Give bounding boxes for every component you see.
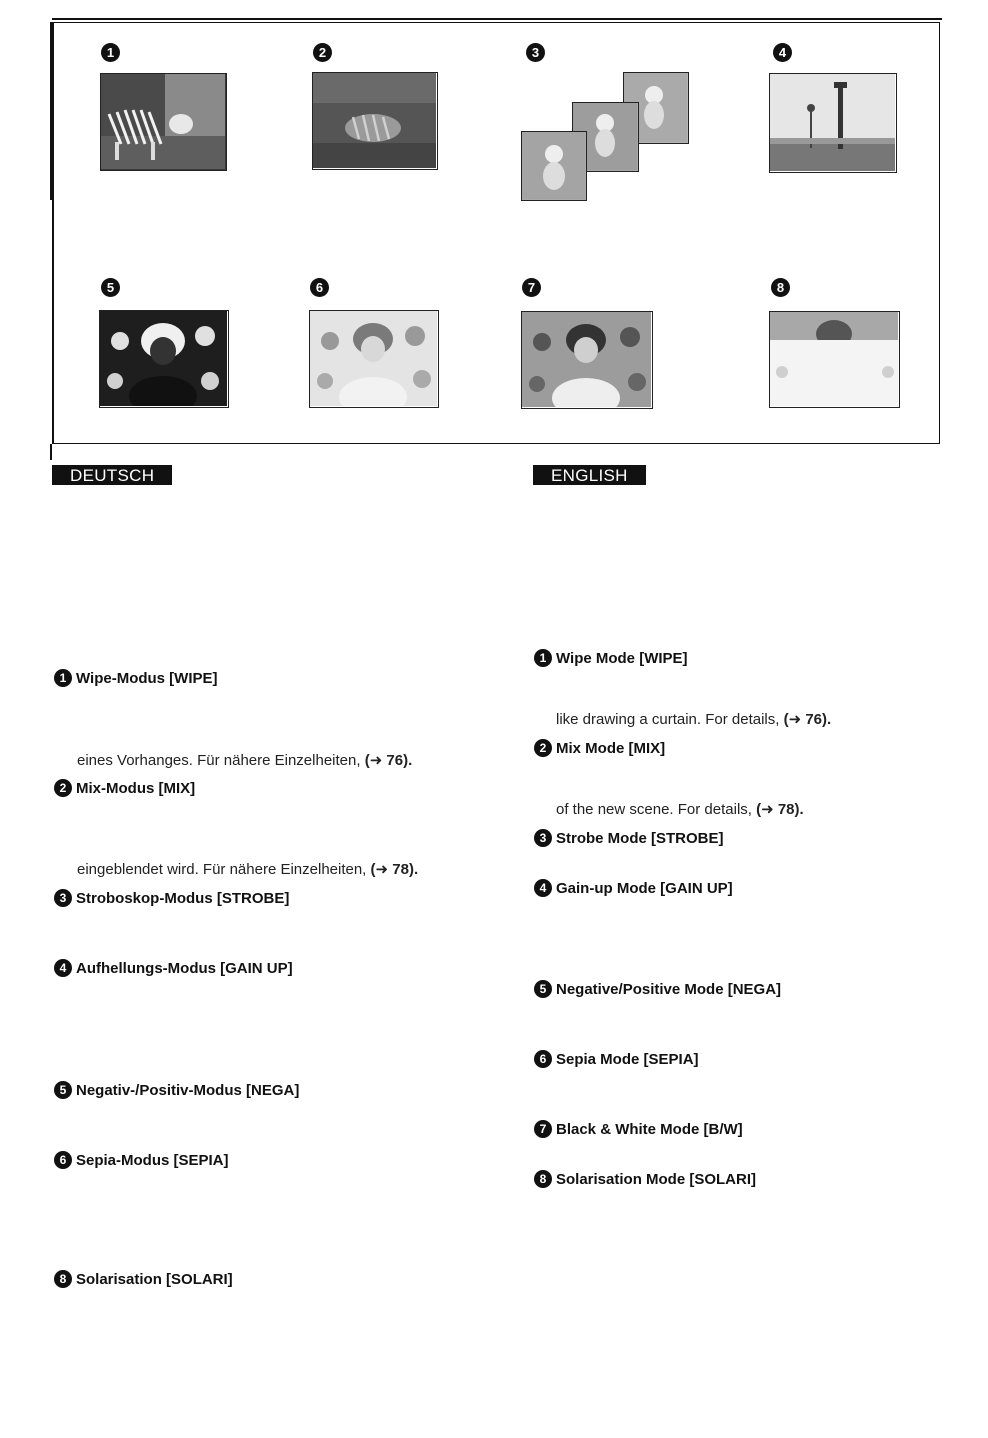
de-wipe-title: Wipe-Modus [WIPE] [76, 669, 218, 687]
en-gainup-heading [534, 879, 733, 897]
en-num-3: 3 [534, 829, 552, 847]
en-wipe-heading [534, 649, 688, 667]
de-solari-title: Solarisation [SOLARI] [76, 1270, 233, 1288]
marker-5: 5 [101, 278, 120, 297]
en-num-8: 8 [534, 1170, 552, 1188]
en-bw-heading [534, 1120, 743, 1138]
de-num-6: 6 [54, 1151, 72, 1169]
wipe-mode-image [100, 73, 227, 171]
de-strobe-title: Stroboskop-Modus [STROBE] [76, 889, 290, 907]
sepia-mode-image [309, 310, 439, 408]
de-num-1: 1 [54, 669, 72, 687]
marker-8: 8 [771, 278, 790, 297]
en-num-2: 2 [534, 739, 552, 757]
de-gainup-heading [54, 959, 293, 977]
black-white-mode-image [521, 311, 653, 409]
de-num-5: 5 [54, 1081, 72, 1099]
de-num-8: 8 [54, 1270, 72, 1288]
de-mix-text [77, 860, 418, 878]
de-mix-heading [54, 779, 195, 797]
en-wipe-text-body: like drawing a curtain. For details, [556, 711, 780, 728]
en-mix-title: Mix Mode [MIX] [556, 739, 666, 757]
de-sepia-heading [54, 1151, 229, 1169]
en-num-5: 5 [534, 980, 552, 998]
negative-mode-image [99, 310, 229, 408]
strobe-frame-1 [521, 131, 587, 201]
top-rule [52, 18, 942, 20]
en-solari-title: Solarisation Mode [SOLARI] [556, 1170, 757, 1188]
marker-1: 1 [101, 43, 120, 62]
en-num-1: 1 [534, 649, 552, 667]
en-wipe-ref: (➜ 76). [783, 711, 832, 728]
de-wipe-ref: (➜ 76). [364, 752, 413, 769]
de-gainup-title: Aufhellungs-Modus [GAIN UP] [76, 959, 293, 977]
mix-mode-image [312, 72, 438, 170]
de-num-2: 2 [54, 779, 72, 797]
en-bw-title: Black & White Mode [B/W] [556, 1120, 743, 1138]
marker-3: 3 [526, 43, 545, 62]
de-wipe-text-body: eines Vorhanges. Für nähere Einzelheiten, [77, 752, 361, 769]
de-nega-title: Negativ-/Positiv-Modus [NEGA] [76, 1081, 300, 1099]
en-mix-heading [534, 739, 665, 757]
en-nega-title: Negative/Positive Mode [NEGA] [556, 980, 782, 998]
en-num-7: 7 [534, 1120, 552, 1138]
en-num-6: 6 [534, 1050, 552, 1068]
lang-tag-deutsch: DEUTSCH [52, 465, 172, 485]
solarisation-mode-image [769, 311, 900, 408]
en-mix-text-body: of the new scene. For details, [556, 801, 752, 818]
de-solari-heading [54, 1270, 233, 1288]
en-sepia-title: Sepia Mode [SEPIA] [556, 1050, 699, 1068]
marker-4: 4 [773, 43, 792, 62]
en-wipe-text [556, 710, 831, 728]
marker-6: 6 [310, 278, 329, 297]
de-num-4: 4 [54, 959, 72, 977]
lang-tag-english: ENGLISH [533, 465, 646, 485]
marker-7: 7 [522, 278, 541, 297]
en-mix-text [556, 800, 804, 818]
en-nega-heading [534, 980, 781, 998]
de-nega-heading [54, 1081, 299, 1099]
en-wipe-title: Wipe Mode [WIPE] [556, 649, 688, 667]
de-strobe-heading [54, 889, 289, 907]
marker-2: 2 [313, 43, 332, 62]
de-sepia-title: Sepia-Modus [SEPIA] [76, 1151, 229, 1169]
de-num-3: 3 [54, 889, 72, 907]
de-wipe-heading [54, 669, 218, 687]
en-num-4: 4 [534, 879, 552, 897]
left-rule-lower [50, 444, 52, 460]
en-mix-ref: (➜ 78). [756, 801, 804, 818]
en-solari-heading [534, 1170, 756, 1188]
en-strobe-title: Strobe Mode [STROBE] [556, 829, 724, 847]
de-wipe-text [77, 751, 412, 769]
en-sepia-heading [534, 1050, 699, 1068]
gain-up-mode-image [769, 73, 897, 173]
de-mix-text-body: eingeblendet wird. Für nähere Einzelheiten, [77, 861, 367, 878]
de-mix-ref: (➜ 78). [370, 861, 419, 878]
en-gainup-title: Gain-up Mode [GAIN UP] [556, 879, 733, 897]
de-mix-title: Mix-Modus [MIX] [76, 779, 196, 797]
en-strobe-heading [534, 829, 724, 847]
